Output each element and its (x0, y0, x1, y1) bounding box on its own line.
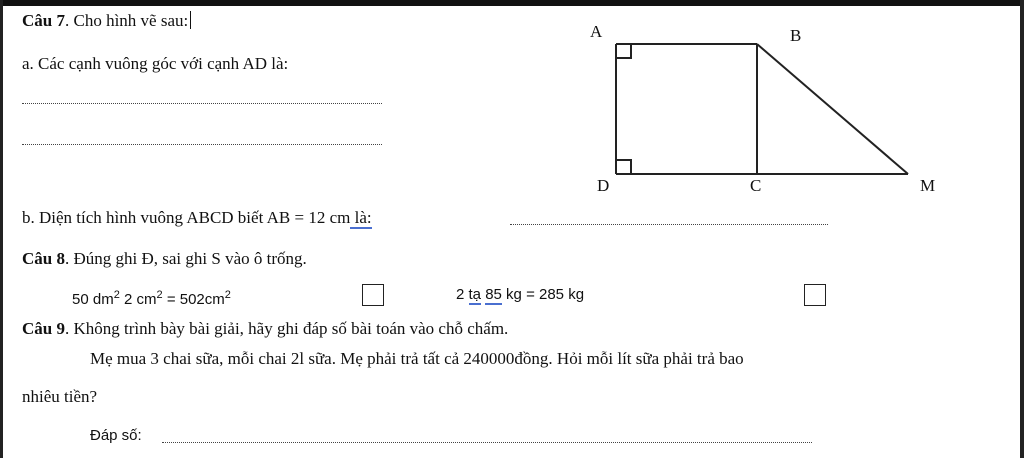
q9-answer-label: Đáp số: (90, 427, 142, 444)
q9-title-text: . Không trình bày bài giải, hãy ghi đáp số bài toán vào chỗ chấm. (64, 319, 509, 338)
q8-statement-1 (72, 285, 231, 310)
edge-BM (757, 44, 908, 174)
stmt1-part-b: 2 cm (119, 291, 157, 308)
q7-part-b-formula: AB = 12 cm (266, 208, 351, 227)
label-C: C (750, 176, 762, 195)
stmt1-exp-b: 2 (156, 289, 163, 301)
q7-part-b-prefix: b. Diện tích hình vuông ABCD biết (22, 208, 267, 227)
q8-answer-box-1[interactable] (362, 284, 384, 306)
q7-part-a: a. Các cạnh vuông góc với cạnh AD là: (22, 54, 289, 73)
q7-title-text: . Cho hình vẽ sau: (64, 11, 189, 30)
stmt1-part-a: 50 dm (72, 291, 114, 308)
stmt2-part-a: 2 (456, 286, 469, 303)
q9-problem-line-1: Mẹ mua 3 chai sữa, mỗi chai 2l sữa. Mẹ phải trả tất cả 240000đồng. Hỏi mỗi lít sữa phải trả bao (90, 349, 744, 368)
q8-number: Câu 8 (22, 249, 65, 268)
label-A: A (590, 22, 603, 41)
stmt2-unit: tạ (468, 286, 482, 303)
q9-title (22, 319, 508, 339)
stmt1-part-c: = 502cm (166, 291, 225, 308)
label-M: M (920, 176, 936, 195)
right-angle-mark-D (616, 160, 631, 174)
q7-number: Câu 7 (22, 11, 65, 30)
q8-statement-2 (456, 285, 584, 305)
q9-number: Câu 9 (22, 319, 65, 338)
q9-answer-line[interactable] (162, 442, 812, 443)
label-D: D (597, 176, 610, 195)
q8-title-text: . Đúng ghi Đ, sai ghi S vào ô trống. (64, 249, 307, 268)
stmt1-exp-c: 2 (224, 289, 231, 301)
q8-title (22, 249, 307, 269)
stmt1-exp-a: 2 (113, 289, 120, 301)
stmt2-number: 85 (485, 286, 502, 303)
q8-answer-box-2[interactable] (804, 284, 826, 306)
label-B: B (790, 26, 802, 45)
q9-problem-line-2: nhiêu tiền? (22, 387, 98, 406)
q7-part-b-suffix: là: (350, 208, 372, 227)
right-angle-mark-A (616, 44, 631, 58)
stmt2-part-c: kg = 285 kg (501, 286, 585, 303)
